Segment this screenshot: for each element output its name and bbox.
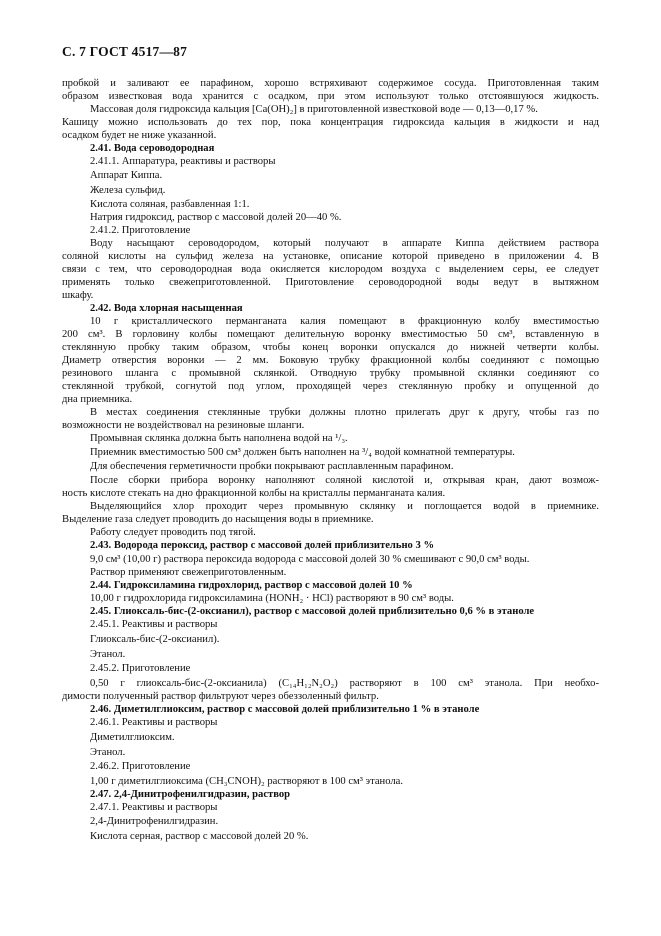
text-line: Этанол.: [90, 747, 126, 758]
text-line: Кашицу можно использовать до тех пор, пока концентрация гидроксида кальция в жидкости и над: [62, 117, 599, 128]
text-line: Железа сульфид.: [90, 185, 166, 196]
section-heading: 2.42. Вода хлорная насыщенная: [90, 303, 243, 314]
page-header: С. 7 ГОСТ 4517—87: [62, 44, 188, 59]
text-line: Аппарат Киппа.: [90, 170, 163, 181]
section-heading: 2.41. Вода сероводородная: [90, 143, 215, 154]
text-line: Кислота серная, раствор с массовой долей 20 %.: [90, 831, 309, 842]
text-line: образом известковая вода хранится с осадком, при этом используют только отстоявшуюся жидкость.: [62, 91, 599, 102]
text-line: 2.41.2. Приготовление: [90, 225, 191, 236]
text-line: Массовая доля гидроксида кальция [Ca(OH)₂] в приготовленной известковой воде — 0,13—0,17 %.: [90, 104, 538, 115]
text-line: Этанол.: [90, 649, 126, 660]
text-line: связи с тем, что сероводородная вода окисляется кислородом воздуха с выделением серы, ее следует: [62, 264, 599, 275]
text-line: 2,4-Динитрофенилгидразин.: [90, 816, 219, 827]
text-line: 200 см³. В горловину колбы помещают делительную воронку вместимостью 50 см³, вставленную в: [62, 329, 599, 340]
section-heading: 2.46. Диметилглиоксим, раствор с массовой долей приблизительно 1 % в этаноле: [90, 704, 480, 715]
text-line: применять только свежеприготовленной. Приготовление сероводородной воды ведут в вытяжном: [62, 277, 599, 288]
text-line: Приемник вместимостью 500 см³ должен быть наполнен на ³/₄ водой комнатной температуры.: [90, 447, 515, 458]
text-line: 0,50 г глиоксаль-бис-(2-оксианила) (C₁₄H₁₂N₂O₂) растворяют в 100 см³ этанола. При необхо-: [90, 678, 599, 689]
text-line: В местах соединения стеклянные трубки должны плотно прилегать друг к другу, чтобы газ по: [90, 407, 599, 418]
text-line: возможности не воздействовал на резиновые шланги.: [62, 420, 305, 431]
text-line: Глиоксаль-бис-(2-оксианил).: [90, 634, 220, 645]
text-line: 2.41.1. Аппаратура, реактивы и растворы: [90, 156, 276, 167]
text-line: димости полученный раствор фильтруют через обеззоленный фильтр.: [62, 691, 379, 702]
section-heading: 2.43. Водорода пероксид, раствор с массовой долей приблизительно 3 %: [90, 540, 435, 551]
section-heading: 2.44. Гидроксиламина гидрохлорид, раствор с массовой долей 10 %: [90, 580, 413, 591]
text-line: Для обеспечения герметичности пробки покрывают расплавленным парафином.: [90, 461, 454, 472]
text-line: пробкой и заливают ее парафином, хорошо встряхивают содержимое сосуда. Приготовленная таким: [62, 78, 599, 89]
text-line: Раствор применяют свежеприготовленным.: [90, 567, 287, 578]
text-line: 10,00 г гидрохлорида гидроксиламина (HONH₂ · HCl) растворяют в 90 см³ воды.: [90, 593, 454, 604]
text-line: 2.45.2. Приготовление: [90, 663, 191, 674]
text-line: соляной кислоты на сульфид железа на установке, описание которой приведено в приложении 4. В: [62, 251, 599, 262]
text-line: Промывная склянка должна быть наполнена водой на ¹/₃.: [90, 433, 348, 444]
section-heading: 2.47. 2,4-Динитрофенилгидразин, раствор: [90, 789, 291, 800]
text-line: После сборки прибора воронку наполняют соляной кислотой и, открывая кран, дают возмож-: [90, 475, 599, 486]
text-line: 10 г кристаллического перманганата калия помещают в фракционную колбу вместимостью: [90, 316, 599, 327]
text-line: Выделение газа следует проводить до насыщения воды в приемнике.: [62, 514, 374, 525]
text-line: Выделяющийся хлор проходит через промывную склянку и поглощается водой в приемнике.: [90, 501, 599, 512]
text-line: стеклянной трубкой, согнутой под углом, проходящей через стеклянную пробку и опущенной до: [62, 381, 599, 392]
text-line: Работу следует проводить под тягой.: [90, 527, 256, 538]
text-line: 9,0 см³ (10,00 г) раствора пероксида водорода с массовой долей 30 % смешивают с 90,0 см³ воды.: [90, 554, 530, 565]
text-line: 2.45.1. Реактивы и растворы: [90, 619, 218, 630]
text-line: дна приемника.: [62, 394, 133, 405]
text-line: Диаметр отверстия воронки — 2 мм. Боковую трубку фракционной колбы соединяют с помощью: [62, 355, 599, 366]
text-line: Кислота соляная, разбавленная 1:1.: [90, 199, 250, 210]
text-line: ность кислоте стекать на дно фракционной колбы на кристаллы перманганата калия.: [62, 488, 446, 499]
text-line: шкафу.: [62, 290, 94, 301]
text-line: резинового шланга с промывной склянкой. Отводную трубку промывной склянки соединяют со: [62, 368, 599, 379]
text-line: 2.47.1. Реактивы и растворы: [90, 802, 218, 813]
text-line: Воду насыщают сероводородом, который получают в аппарате Киппа действием раствора: [90, 238, 599, 249]
text-line: 2.46.2. Приготовление: [90, 761, 191, 772]
text-line: 2.46.1. Реактивы и растворы: [90, 717, 218, 728]
text-line: Диметилглиоксим.: [90, 732, 175, 743]
text-line: 1,00 г диметилглиоксима (CH₃CNOH)₂ растворяют в 100 см³ этанола.: [90, 776, 404, 787]
text-line: стеклянную пробку таким образом, чтобы конец воронки опускался до нижней четверти колбы.: [62, 342, 599, 353]
text-line: Натрия гидроксид, раствор с массовой долей 20—40 %.: [90, 212, 342, 223]
section-heading: 2.45. Глиоксаль-бис-(2-оксианил), раствор с массовой долей приблизительно 0,6 % в этаноле: [90, 606, 535, 617]
text-line: осадком будет не ниже указанной.: [62, 130, 217, 141]
